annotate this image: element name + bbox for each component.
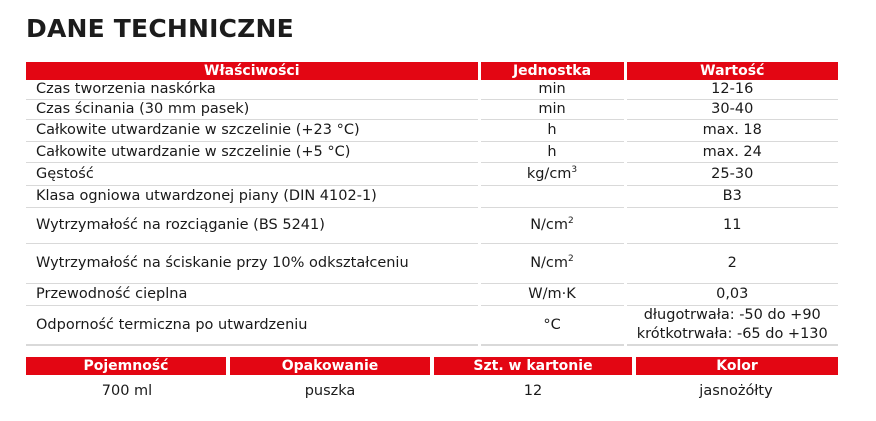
value-cell: 30-40 bbox=[625, 99, 838, 119]
table-header-row bbox=[26, 62, 838, 80]
table-row bbox=[26, 80, 838, 99]
property-cell: Czas ścinania (30 mm pasek) bbox=[26, 99, 479, 119]
property-cell: Wytrzymałość na rozciąganie (BS 5241) bbox=[26, 207, 479, 243]
table-row bbox=[26, 119, 838, 141]
value-cell: max. 24 bbox=[625, 141, 838, 162]
header-color: Kolor bbox=[634, 357, 838, 375]
unit-superscript: 2 bbox=[568, 216, 574, 227]
value-cell: 2 bbox=[625, 243, 838, 283]
unit-superscript: 3 bbox=[571, 164, 578, 175]
header-properties: Właściwości bbox=[26, 62, 479, 80]
unit-text: N/cm bbox=[530, 255, 569, 271]
packaging-cell: puszka bbox=[304, 383, 356, 399]
property-cell: Klasa ogniowa utwardzonej piany (DIN 4102-1) bbox=[26, 185, 479, 207]
unit-cell: °C bbox=[479, 305, 625, 345]
property-cell: Czas tworzenia naskórka bbox=[26, 80, 479, 99]
value-cell: 0,03 bbox=[625, 283, 838, 305]
value-cell: 12-16 bbox=[625, 80, 838, 99]
value-cell: 11 bbox=[625, 207, 838, 243]
packaging-row bbox=[26, 375, 838, 407]
unit-cell: W/m·K bbox=[479, 283, 625, 305]
unit-cell: min bbox=[479, 80, 625, 99]
property-cell: Przewodność cieplna bbox=[26, 283, 479, 305]
property-cell: Całkowite utwardzanie w szczelinie (+23 °C) bbox=[26, 119, 479, 141]
table-row bbox=[26, 141, 838, 162]
technical-data-table bbox=[26, 62, 838, 346]
value-line-long-term: długotrwała: -50 do +90 bbox=[643, 306, 821, 323]
unit-text: N/cm bbox=[530, 217, 569, 233]
unit-cell: h bbox=[479, 141, 625, 162]
property-cell: Odporność termiczna po utwardzeniu bbox=[26, 305, 479, 345]
header-packaging: Opakowanie bbox=[228, 357, 432, 375]
unit-cell bbox=[479, 207, 625, 243]
header-pieces-per-carton: Szt. w kartonie bbox=[432, 357, 634, 375]
table-row bbox=[26, 305, 838, 345]
pieces-cell: 12 bbox=[523, 383, 543, 399]
table-row bbox=[26, 99, 838, 119]
unit-cell: min bbox=[479, 99, 625, 119]
property-cell: Gęstość bbox=[26, 162, 479, 185]
packaging-table bbox=[26, 357, 838, 407]
table-row bbox=[26, 283, 838, 305]
table-row bbox=[26, 162, 838, 185]
header-value: Wartość bbox=[625, 62, 838, 80]
property-cell: Wytrzymałość na ściskanie przy 10% odkształceniu bbox=[26, 243, 479, 283]
table-row bbox=[26, 185, 838, 207]
value-cell: 25-30 bbox=[625, 162, 838, 185]
page-title: DANE TECHNICZNE bbox=[26, 14, 294, 43]
value-line-short-term: krótkotrwała: -65 do +130 bbox=[636, 325, 828, 342]
header-unit: Jednostka bbox=[479, 62, 625, 80]
unit-cell bbox=[479, 243, 625, 283]
unit-cell: h bbox=[479, 119, 625, 141]
table-row bbox=[26, 207, 838, 243]
unit-superscript: 2 bbox=[568, 254, 574, 265]
unit-cell bbox=[479, 162, 625, 185]
capacity-cell: 700 ml bbox=[101, 383, 153, 399]
value-cell bbox=[625, 305, 838, 345]
table-row bbox=[26, 243, 838, 283]
header-capacity: Pojemność bbox=[26, 357, 228, 375]
property-cell: Całkowite utwardzanie w szczelinie (+5 °C) bbox=[26, 141, 479, 162]
packaging-header-row bbox=[26, 357, 838, 375]
value-cell: B3 bbox=[625, 185, 838, 207]
color-cell: jasnożółty bbox=[699, 383, 773, 399]
unit-cell bbox=[479, 185, 625, 207]
unit-text: kg/cm bbox=[526, 165, 572, 182]
value-cell: max. 18 bbox=[625, 119, 838, 141]
